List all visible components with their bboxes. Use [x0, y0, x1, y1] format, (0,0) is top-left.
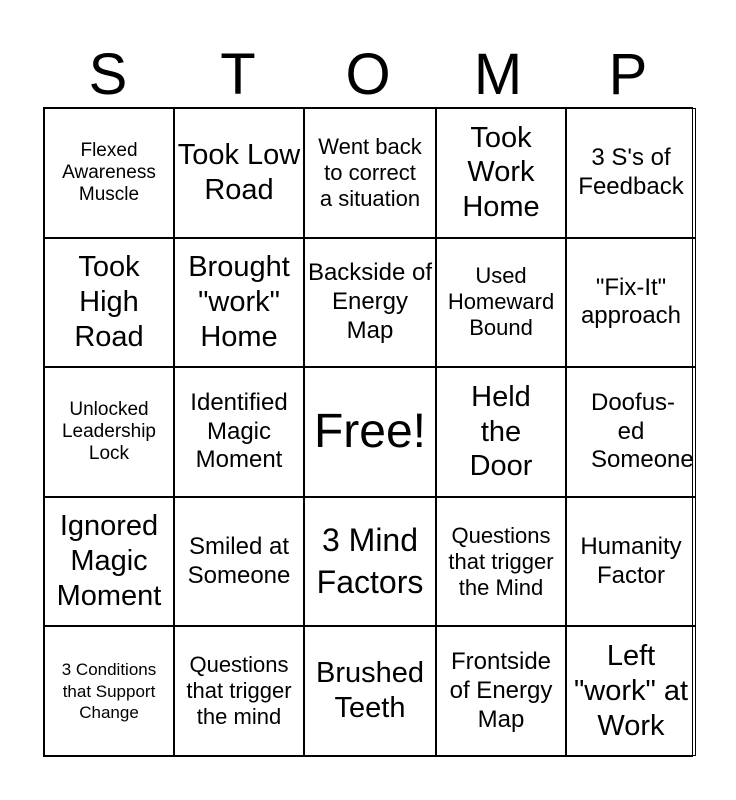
header-letter-t: T: [220, 42, 256, 107]
bingo-cell-r4c3[interactable]: [304, 497, 436, 627]
bingo-cell-label: Took Low Road: [177, 139, 301, 206]
bingo-cell-label: Identified Magic Moment: [190, 388, 288, 474]
bingo-cell-label: Used Homeward Bound: [447, 263, 555, 341]
bingo-cell-r4c5[interactable]: [566, 497, 696, 627]
bingo-cell-r2c3[interactable]: [304, 238, 436, 368]
header-letter-p: P: [608, 42, 648, 107]
bingo-grid: [43, 107, 693, 757]
bingo-cell-r5c3[interactable]: [304, 626, 436, 756]
bingo-cell-r3c4[interactable]: [436, 367, 566, 497]
bingo-cell-label: Left "work" at Work: [573, 640, 689, 742]
bingo-cell-r3c2[interactable]: [174, 367, 304, 497]
bingo-cell-label: Frontside of Energy Map: [449, 648, 553, 733]
bingo-cell-label: Unlocked Leadership Lock: [61, 399, 157, 464]
bingo-cell-label: Backside of Energy Map: [307, 259, 433, 344]
bingo-cell-label: 3 Mind Factors: [316, 522, 424, 600]
bingo-cell-r5c4[interactable]: [436, 626, 566, 756]
bingo-cell-label: Doofus-ed Someone: [591, 388, 694, 474]
header-letter-s: S: [88, 42, 128, 107]
bingo-cell-r1c2[interactable]: [174, 108, 304, 238]
bingo-cell-r1c3[interactable]: [304, 108, 436, 238]
bingo-cell-label: Questions that trigger the Mind: [448, 522, 554, 600]
bingo-cell-r4c2[interactable]: [174, 497, 304, 627]
bingo-cell-label: Flexed Awareness Muscle: [62, 140, 156, 205]
bingo-cell-r2c5[interactable]: [566, 238, 696, 368]
bingo-cell-label: Free!: [313, 405, 427, 459]
bingo-cell-r4c4[interactable]: [436, 497, 566, 627]
bingo-cell-label: Took High Road: [74, 251, 144, 353]
bingo-cell-r3c5[interactable]: [566, 367, 696, 497]
bingo-cell-r1c4[interactable]: [436, 108, 566, 238]
bingo-cell-r3c1[interactable]: [44, 367, 174, 497]
bingo-cell-label: Brought "work" Home: [188, 251, 290, 353]
bingo-cell-r1c1[interactable]: [44, 108, 174, 238]
bingo-cell-label: Went back to correct a situation: [318, 133, 422, 211]
bingo-cell-free[interactable]: [304, 367, 436, 497]
bingo-cell-label: Humanity Factor: [580, 532, 682, 589]
bingo-cell-label: Held the Door: [469, 380, 533, 483]
bingo-cell-r5c1[interactable]: [44, 626, 174, 756]
bingo-header: [43, 42, 693, 108]
bingo-cell-label: Brushed Teeth: [315, 657, 424, 725]
bingo-cell-r1c5[interactable]: [566, 108, 696, 238]
bingo-cell-r2c4[interactable]: [436, 238, 566, 368]
bingo-cell-label: "Fix-It" approach: [580, 273, 682, 330]
bingo-cell-label: Smiled at Someone: [187, 532, 291, 589]
bingo-cell-r5c2[interactable]: [174, 626, 304, 756]
bingo-cell-label: 3 S's of Feedback: [578, 144, 684, 200]
bingo-cell-r2c1[interactable]: [44, 238, 174, 368]
bingo-cell-r2c2[interactable]: [174, 238, 304, 368]
bingo-cell-r5c5[interactable]: [566, 626, 696, 756]
bingo-cell-label: Took Work Home: [462, 121, 540, 224]
header-letter-m: M: [473, 42, 523, 107]
bingo-cell-label: 3 Conditions that Support Change: [61, 660, 157, 722]
bingo-cell-label: Ignored Magic Moment: [56, 510, 162, 612]
bingo-cell-r4c1[interactable]: [44, 497, 174, 627]
header-letter-o: O: [345, 42, 391, 107]
bingo-cell-label: Questions that trigger the mind: [186, 652, 292, 730]
